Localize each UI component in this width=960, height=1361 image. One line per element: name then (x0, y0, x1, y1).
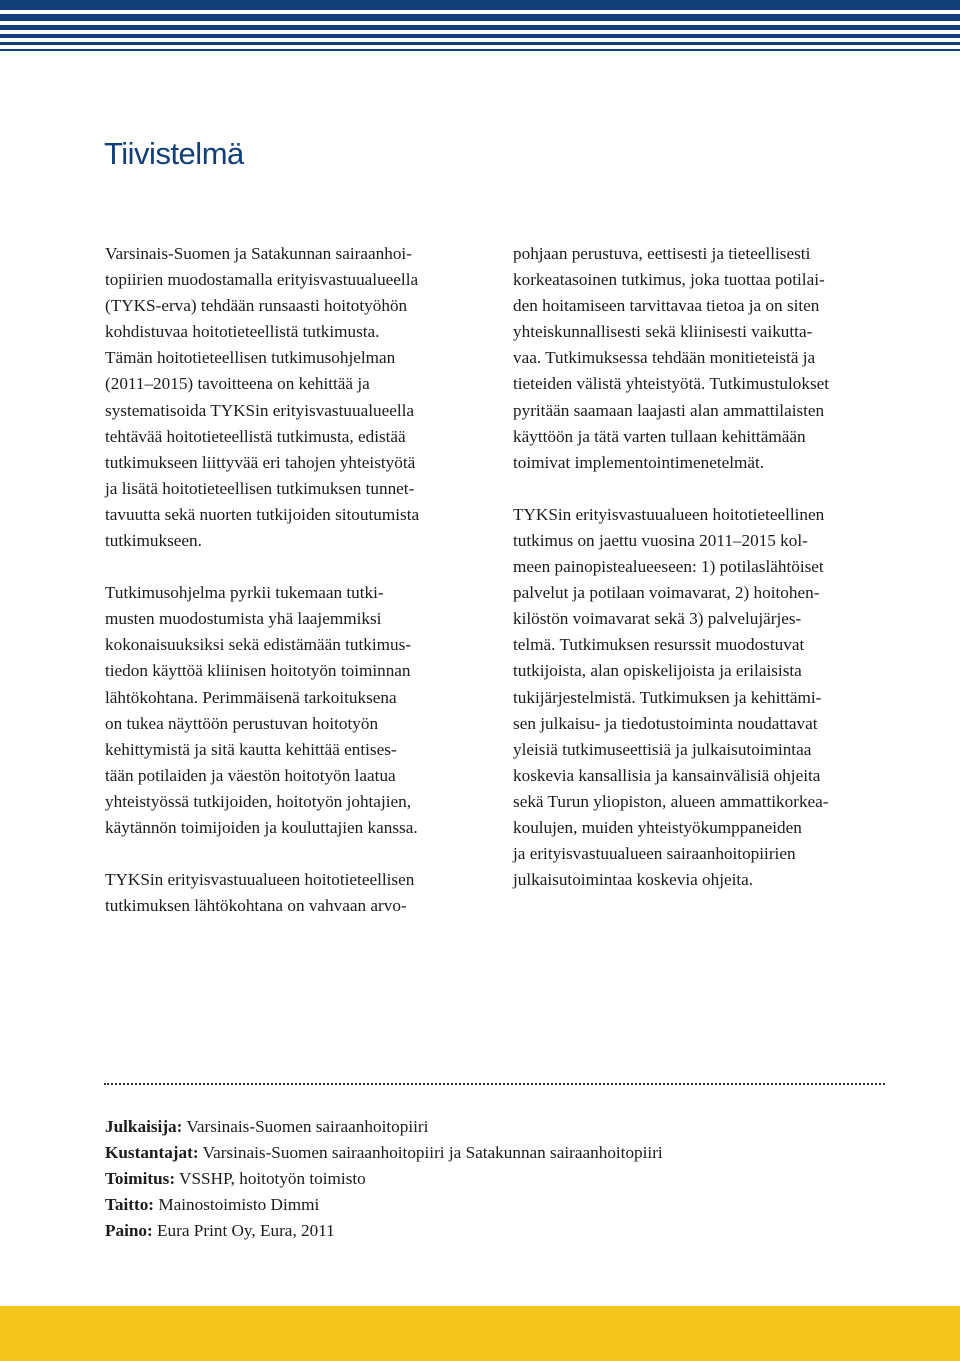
text-line: käyttöön ja tätä varten tullaan kehittämään (513, 426, 806, 446)
credit-row (105, 1166, 663, 1192)
text-line: tehtävää hoitotieteellistä tutkimusta, edistää (105, 426, 406, 446)
paragraph (513, 502, 913, 893)
text-line: (2011–2015) tavoitteena on kehittää ja (105, 374, 370, 394)
right-column (513, 241, 913, 919)
paragraph (105, 580, 500, 841)
text-line: yleisiä tutkimuseettisiä ja julkaisutoimintaa (513, 739, 812, 759)
credit-label: Julkaisija: (105, 1117, 183, 1136)
text-line: julkaisutoimintaa koskevia ohjeita. (513, 870, 754, 890)
text-line: palvelut ja potilaan voimavarat, 2) hoitohen- (513, 583, 820, 603)
dotted-divider (104, 1083, 885, 1085)
text-line: toimivat implementointimenetelmät. (513, 452, 765, 472)
credit-label: Kustantajat: (105, 1143, 199, 1163)
text-line: kehittymistä ja sitä kautta kehittää entises- (105, 739, 397, 759)
left-column (105, 241, 500, 945)
credit-row (105, 1140, 663, 1166)
text-line: tutkimukseen liittyvää eri tahojen yhteistyötä (105, 452, 416, 472)
text-line: käytännön toimijoiden ja kouluttajien kanssa. (105, 817, 418, 837)
text-line: ja lisätä hoitotieteellisen tutkimuksen tunnet- (105, 478, 415, 498)
text-line: TYKSin erityisvastuualueen hoitotieteellinen (513, 504, 825, 524)
text-line: sekä Turun yliopiston, alueen ammattikorkea- (513, 791, 829, 811)
text-line: (TYKS-erva) tehdään runsaasti hoitotyöhön (105, 296, 408, 316)
credit-value: Varsinais-Suomen sairaanhoitopiiri ja Satakunnan sairaanhoitopiiri (198, 1143, 663, 1163)
text-line: kokonaisuuksiksi sekä edistämään tutkimus- (105, 635, 411, 655)
text-line: topiirien muodostamalla erityisvastuualueella (105, 270, 419, 290)
text-line: yhteiskunnallisesti sekä kliinisesti vaikutta- (513, 322, 813, 342)
text-line: meen painopistealueeseen: 1) potilaslähtöiset (513, 557, 824, 577)
text-line: ja erityisvastuualueen sairaanhoitopiirien (513, 844, 796, 864)
credits-block (105, 1114, 663, 1244)
credit-value: Varsinais-Suomen sairaanhoitopiiri (182, 1117, 429, 1136)
text-line: vaa. Tutkimuksessa tehdään monitieteistä ja (513, 348, 816, 368)
text-line: tutkimuksen lähtökohtana on vahvaan arvo- (105, 896, 407, 916)
text-line: kilöstön voimavarat sekä 3) palvelujärjes- (513, 609, 802, 629)
text-line: kohdistuvaa hoitotieteellistä tutkimusta. (105, 322, 380, 342)
text-line: koulujen, muiden yhteistyökumppaneiden (513, 817, 802, 837)
credit-label: Toimitus: (105, 1169, 176, 1189)
text-line: tutkimus on jaettu vuosina 2011–2015 kol- (513, 530, 808, 550)
text-line: den hoitamiseen tarvittavaa tietoa ja on siten (513, 296, 820, 316)
page-title: Tiivistelmä (104, 136, 244, 171)
credit-row (105, 1192, 663, 1218)
text-line: Tämän hoitotieteellisen tutkimusohjelman (105, 348, 396, 368)
text-line: yhteistyössä tutkijoiden, hoitotyön johtajien, (105, 791, 412, 811)
text-line: tutkijoista, alan opiskelijoista ja erilaisista (513, 661, 802, 681)
credit-value: Eura Print Oy, Eura, 2011 (152, 1221, 335, 1241)
text-line: tiedon käyttöä kliinisen hoitotyön toiminnan (105, 661, 411, 681)
text-line: pyritään saamaan laajasti alan ammattilaisten (513, 400, 825, 420)
text-line: tään potilaiden ja väestön hoitotyön laatua (105, 765, 396, 785)
text-line: musten muodostumista yhä laajemmiksi (105, 609, 382, 629)
credit-row (105, 1114, 663, 1140)
credit-label: Taitto: (105, 1195, 155, 1215)
paragraph (105, 241, 500, 554)
text-line: koskevia kansallisia ja kansainvälisiä ohjeita (513, 765, 821, 785)
text-line: tieteiden välistä yhteistyötä. Tutkimustulokset (513, 374, 830, 394)
credit-value: VSSHP, hoitotyön toimisto (175, 1169, 366, 1189)
header-stripes (0, 0, 960, 56)
text-line: Tutkimusohjelma pyrkii tukemaan tutki- (105, 583, 384, 603)
credit-label: Paino: (105, 1221, 153, 1241)
text-line: tutkimukseen. (105, 531, 202, 551)
text-line: sen julkaisu- ja tiedotustoiminta noudattavat (513, 713, 818, 733)
text-line: systematisoida TYKSin erityisvastuualueella (105, 400, 415, 420)
footer-yellow-band (0, 1306, 960, 1361)
credit-row (105, 1218, 663, 1244)
paragraph (105, 867, 500, 919)
text-line: Varsinais-Suomen ja Satakunnan sairaanhoi- (105, 244, 412, 263)
paragraph (513, 241, 913, 476)
text-line: tukijärjestelmistä. Tutkimuksen ja kehittämi- (513, 687, 822, 707)
text-line: telmä. Tutkimuksen resurssit muodostuvat (513, 635, 805, 655)
text-line: lähtökohtana. Perimmäisenä tarkoituksena (105, 687, 397, 707)
text-line: TYKSin erityisvastuualueen hoitotieteellisen (105, 870, 415, 890)
credit-value: Mainostoimisto Dimmi (154, 1195, 320, 1215)
text-line: korkeatasoinen tutkimus, joka tuottaa potilai- (513, 270, 825, 290)
text-line: on tukea näyttöön perustuvan hoitotyön (105, 713, 379, 733)
text-line: pohjaan perustuva, eettisesti ja tieteellisesti (513, 244, 811, 263)
text-line: tavuutta sekä nuorten tutkijoiden sitoutumista (105, 504, 420, 524)
